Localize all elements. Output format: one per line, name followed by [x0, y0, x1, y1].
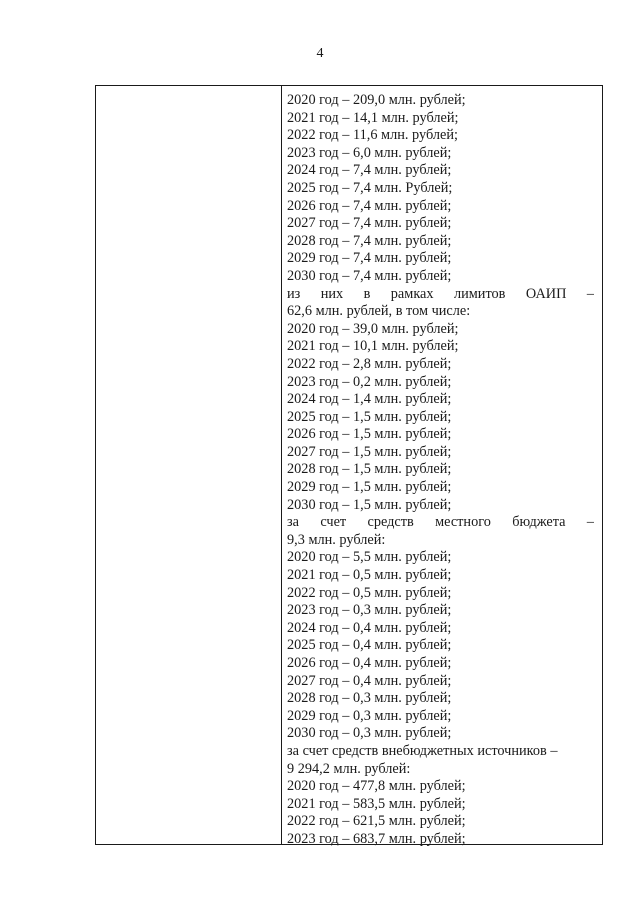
financing-line: 2028 год – 7,4 млн. рублей;: [287, 232, 452, 249]
financing-line: 2030 год – 7,4 млн. рублей;: [287, 267, 452, 284]
financing-line: из них в рамках лимитов ОАИП –: [287, 285, 594, 302]
table-right-cell: [287, 92, 594, 849]
financing-line: 2023 год – 0,2 млн. рублей;: [287, 373, 452, 390]
financing-line: 2025 год – 7,4 млн. Рублей;: [287, 179, 453, 196]
financing-line: 2022 год – 0,5 млн. рублей;: [287, 584, 452, 601]
financing-line: 2020 год – 39,0 млн. рублей;: [287, 320, 459, 337]
financing-line: 2022 год – 2,8 млн. рублей;: [287, 355, 452, 372]
financing-line: 2025 год – 1,5 млн. рублей;: [287, 408, 452, 425]
column-divider: [281, 86, 282, 844]
page-number: 4: [316, 46, 324, 61]
financing-line: 2027 год – 1,5 млн. рублей;: [287, 443, 452, 460]
financing-line: 2028 год – 1,5 млн. рублей;: [287, 461, 452, 478]
financing-line: 9 294,2 млн. рублей:: [287, 760, 411, 777]
financing-line: за счет средств внебюджетных источников –: [287, 742, 558, 759]
financing-line: 62,6 млн. рублей, в том числе:: [287, 303, 471, 320]
financing-line: 2028 год – 0,3 млн. рублей;: [287, 690, 452, 707]
financing-line: 2024 год – 1,4 млн. рублей;: [287, 391, 452, 408]
financing-line: 2024 год – 0,4 млн. рублей;: [287, 619, 452, 636]
financing-line: 2022 год – 621,5 млн. рублей;: [287, 813, 466, 830]
financing-line: 2021 год – 10,1 млн. рублей;: [287, 338, 459, 355]
financing-line: 2029 год – 7,4 млн. рублей;: [287, 250, 452, 267]
financing-line: 2024 год – 7,4 млн. рублей;: [287, 162, 452, 179]
financing-line: 2030 год – 0,3 млн. рублей;: [287, 725, 452, 742]
financing-line: 2030 год – 1,5 млн. рублей;: [287, 496, 452, 513]
financing-line: 2026 год – 1,5 млн. рублей;: [287, 426, 452, 443]
financing-line: 2023 год – 0,3 млн. рублей;: [287, 602, 452, 619]
financing-line: за счет средств местного бюджета –: [287, 514, 594, 531]
financing-line: 2022 год – 11,6 млн. рублей;: [287, 127, 458, 144]
financing-line: 2020 год – 477,8 млн. рублей;: [287, 778, 466, 795]
financing-line: 2020 год – 5,5 млн. рублей;: [287, 549, 452, 566]
financing-line: 2021 год – 583,5 млн. рублей;: [287, 795, 466, 812]
financing-line: 2026 год – 0,4 млн. рублей;: [287, 655, 452, 671]
financing-line: 2027 год – 7,4 млн. рублей;: [287, 215, 452, 232]
financing-line: 2029 год – 1,5 млн. рублей;: [287, 479, 452, 496]
financing-line: 9,3 млн. рублей:: [287, 531, 386, 548]
financing-line: 2021 год – 0,5 млн. рублей;: [287, 567, 452, 584]
financing-line: 2020 год – 209,0 млн. рублей;: [287, 92, 466, 108]
financing-table: [95, 85, 603, 845]
financing-line: 2026 год – 7,4 млн. рублей;: [287, 197, 452, 214]
financing-line: 2025 год – 0,4 млн. рублей;: [287, 637, 452, 654]
financing-line: 2023 год – 683,7 млн. рублей;: [287, 830, 466, 847]
financing-line: 2029 год – 0,3 млн. рублей;: [287, 707, 452, 724]
financing-line: 2023 год – 6,0 млн. рублей;: [287, 144, 452, 161]
financing-line: 2021 год – 14,1 млн. рублей;: [287, 109, 459, 126]
financing-line: 2027 год – 0,4 млн. рублей;: [287, 672, 452, 689]
